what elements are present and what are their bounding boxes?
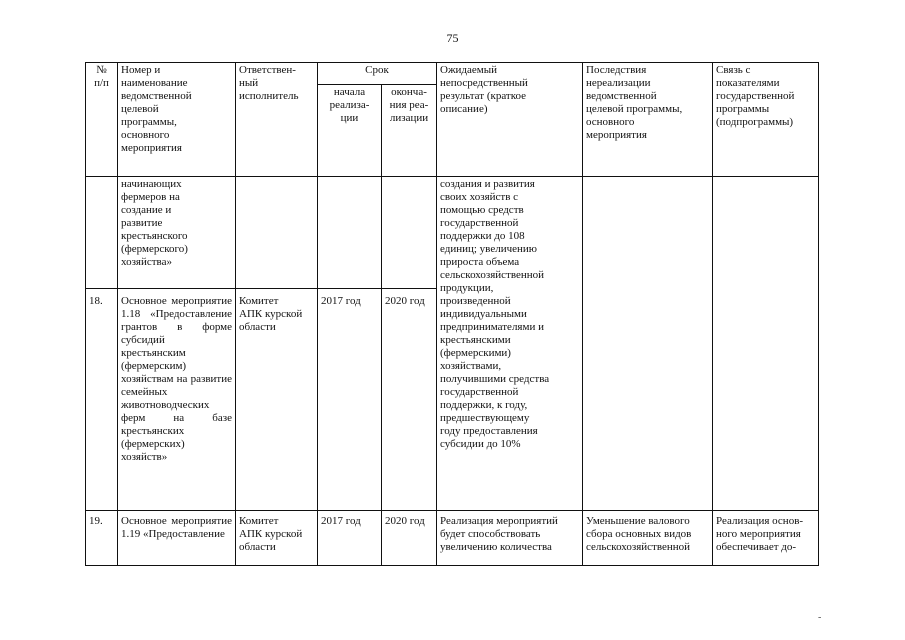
header-term: Срок (318, 63, 437, 85)
cell-link-empty (713, 177, 819, 511)
program-table (85, 62, 819, 566)
cell-num-18: 18. (86, 289, 118, 511)
cell-start-empty (318, 177, 382, 289)
cell-responsible-19: Комитет АПК курской области (236, 511, 318, 566)
cell-program-18: Основное мероприятие 1.18 «Предоставление грантов в форме субсидий крестьянским (фермерским) хозяйствам на развитие семейных животноводческих ферм на базе крестьянских (фермерских) хозяйств» (118, 289, 236, 511)
header-end: оконча- ния реа- лизации (382, 85, 437, 177)
cell-program-19: Основное мероприятие 1.19 «Предоставление (118, 511, 236, 566)
cell-num-empty (86, 177, 118, 289)
header-consequences: Последствия нереализации ведомственной целевой программы, основного мероприятия (583, 63, 713, 177)
cell-end-18: 2020 год (382, 289, 437, 511)
page-number: 75 (446, 31, 459, 45)
header-responsible: Ответствен- ный исполнитель (236, 63, 318, 177)
table-header-row (86, 63, 819, 85)
cell-num-19: 19. (86, 511, 118, 566)
cell-consequences-empty (583, 177, 713, 511)
cell-result-shared: создания и развития своих хозяйств с помощью средств государственной поддержки до 108 единиц; увеличению прироста объема сельскохозяйственной продукции, произведенной индивидуальными предпринимателями и крестьянскими (фермерскими) хозяйствами, получившими средства государственной поддержки, к году, предшествующему году предоставления субсидии до 10% (437, 177, 583, 511)
header-program: Номер и наименование ведомственной целевой программы, основного мероприятия (118, 63, 236, 177)
cell-end-19: 2020 год (382, 511, 437, 566)
cell-link-19: Реализация основ- ного мероприятия обеспечивает до- (713, 511, 819, 566)
cell-responsible-empty (236, 177, 318, 289)
header-result: Ожидаемый непосредственный результат (краткое описание) (437, 63, 583, 177)
cell-start-19: 2017 год (318, 511, 382, 566)
cell-result-19: Реализация мероприятий будет способствовать увеличению количества (437, 511, 583, 566)
table-row-19 (86, 511, 819, 566)
header-num: № п/п (86, 63, 118, 177)
cell-responsible-18: Комитет АПК курской области (236, 289, 318, 511)
cell-program-continuation: начинающих фермеров на создание и развитие крестьянского (фермерского) хозяйства» (118, 177, 236, 289)
cell-end-empty (382, 177, 437, 289)
corner-mark: - (818, 612, 822, 623)
cell-start-18: 2017 год (318, 289, 382, 511)
table-row-continuation (86, 177, 819, 289)
cell-consequences-19: Уменьшение валового сбора основных видов сельскохозяйственной (583, 511, 713, 566)
header-start: начала реализа- ции (318, 85, 382, 177)
header-link: Связь с показателями государственной программы (подпрограммы) (713, 63, 819, 177)
